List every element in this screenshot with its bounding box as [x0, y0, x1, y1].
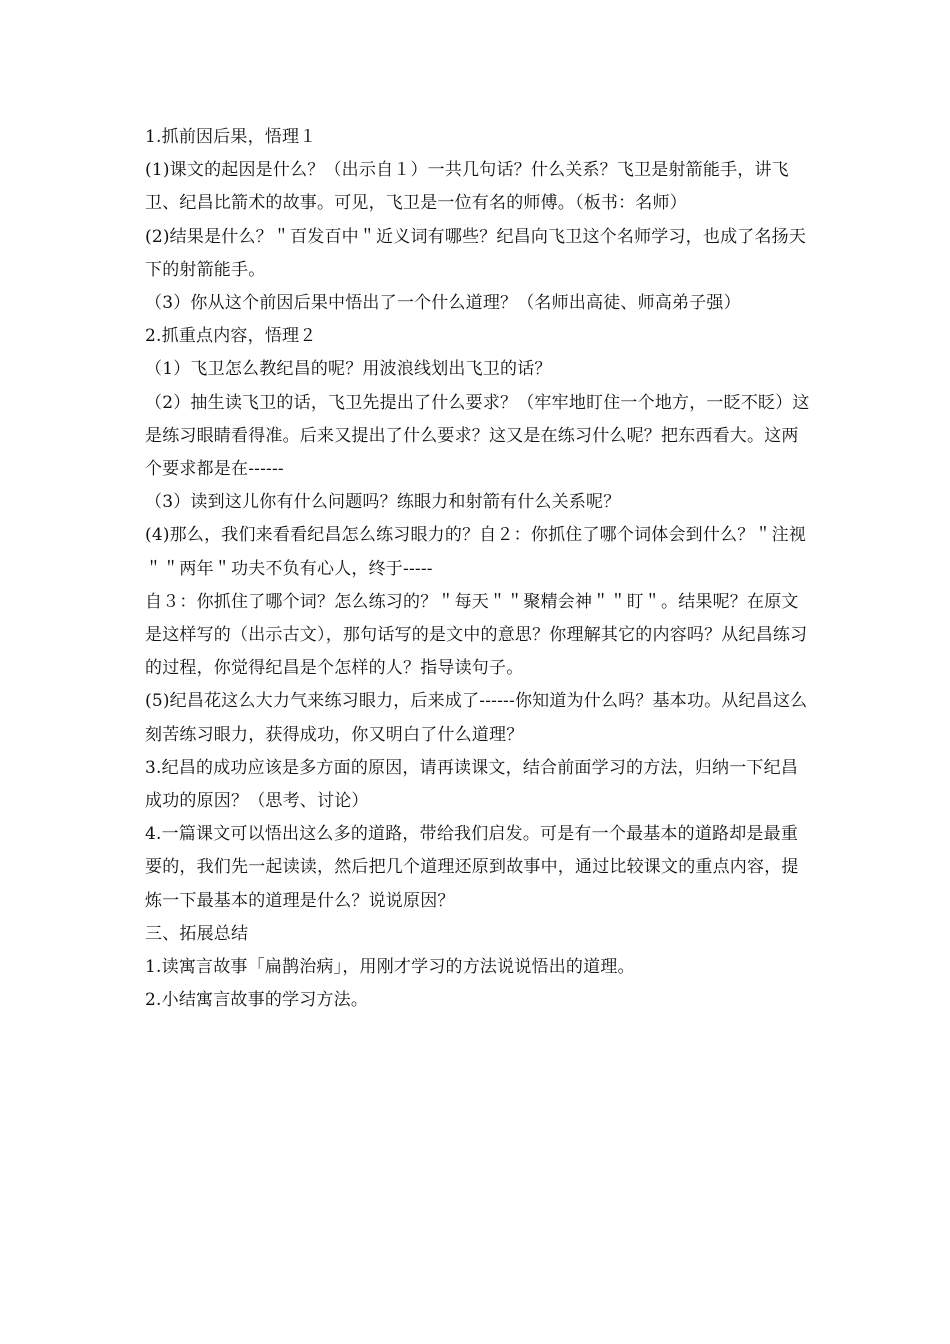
heading-grasp-key-content: 2.抓重点内容，悟理２: [145, 326, 317, 347]
paragraph-lesson-1: （3）你从这个前因后果中悟出了一个什么道理？（名师出高徒、师高弟子强）: [145, 293, 741, 314]
paragraph-summary-method: 2.小结寓言故事的学习方法。: [145, 990, 369, 1011]
paragraph-result: (2)结果是什么？＂百发百中＂近义词有哪些？纪昌向飞卫这个名师学习，也成了名扬天下的射箭能手。: [145, 226, 807, 280]
paragraph-requirements: （2）抽生读飞卫的话，飞卫先提出了什么要求？（牢牢地盯住一个地方，一眨不眨）这是练习眼睛看得准。后来又提出了什么要求？这又是在练习什么呢？把东西看大。这两个要求都是在------: [145, 392, 810, 480]
heading-extension-summary: 三、拓展总结: [145, 923, 249, 944]
paragraph-how-teach: （1）飞卫怎么教纪昌的呢？用波浪线划出飞卫的话？: [145, 359, 552, 380]
paragraph-cause: (1)课文的起因是什么？（出示自１）一共几句话？什么关系？飞卫是射箭能手，讲飞卫、纪昌比箭术的故事。可见，飞卫是一位有名的师傅。（板书：名师）: [145, 160, 789, 214]
paragraph-practice: (4)那么，我们来看看纪昌怎么练习眼力的？自２：你抓住了哪个词体会到什么？＂注视＂＂两年＂功夫不负有心人，终于-----: [145, 525, 807, 579]
paragraph-self-study-3: 自３：你抓住了哪个词？怎么练习的？＂每天＂＂聚精会神＂＂盯＂。结果呢？在原文是这样写的（出示古文），那句话写的是文中的意思？你理解其它的内容吗？从纪昌练习的过程，你觉得纪昌是个怎样的人？指导读句子。: [145, 591, 808, 679]
paragraph-basic-principle: 4.一篇课文可以悟出这么多的道路，带给我们启发。可是有一个最基本的道路却是最重要的，我们先一起读读，然后把几个道理还原到故事中，通过比较课文的重点内容，提炼一下最基本的道理是什么？说说原因？: [145, 824, 799, 911]
paragraph-success-reasons: 3.纪昌的成功应该是多方面的原因，请再读课文，结合前面学习的方法，归纳一下纪昌成功的原因？（思考、讨论）: [145, 757, 799, 812]
document-body: [145, 121, 810, 1017]
heading-grasp-cause-effect: 1.抓前因后果，悟理１: [145, 127, 317, 147]
paragraph-extension-reading: 1.读寓言故事「扁鹊治病」，用刚才学习的方法说说悟出的道理。: [145, 957, 635, 978]
paragraph-basic-skill: (5)纪昌花这么大力气来练习眼力，后来成了------你知道为什么吗？基本功。从纪昌这么刻苦练习眼力，获得成功，你又明白了什么道理？: [145, 691, 808, 745]
paragraph-question: （3）读到这儿你有什么问题吗？练眼力和射箭有什么关系呢？: [145, 492, 621, 513]
